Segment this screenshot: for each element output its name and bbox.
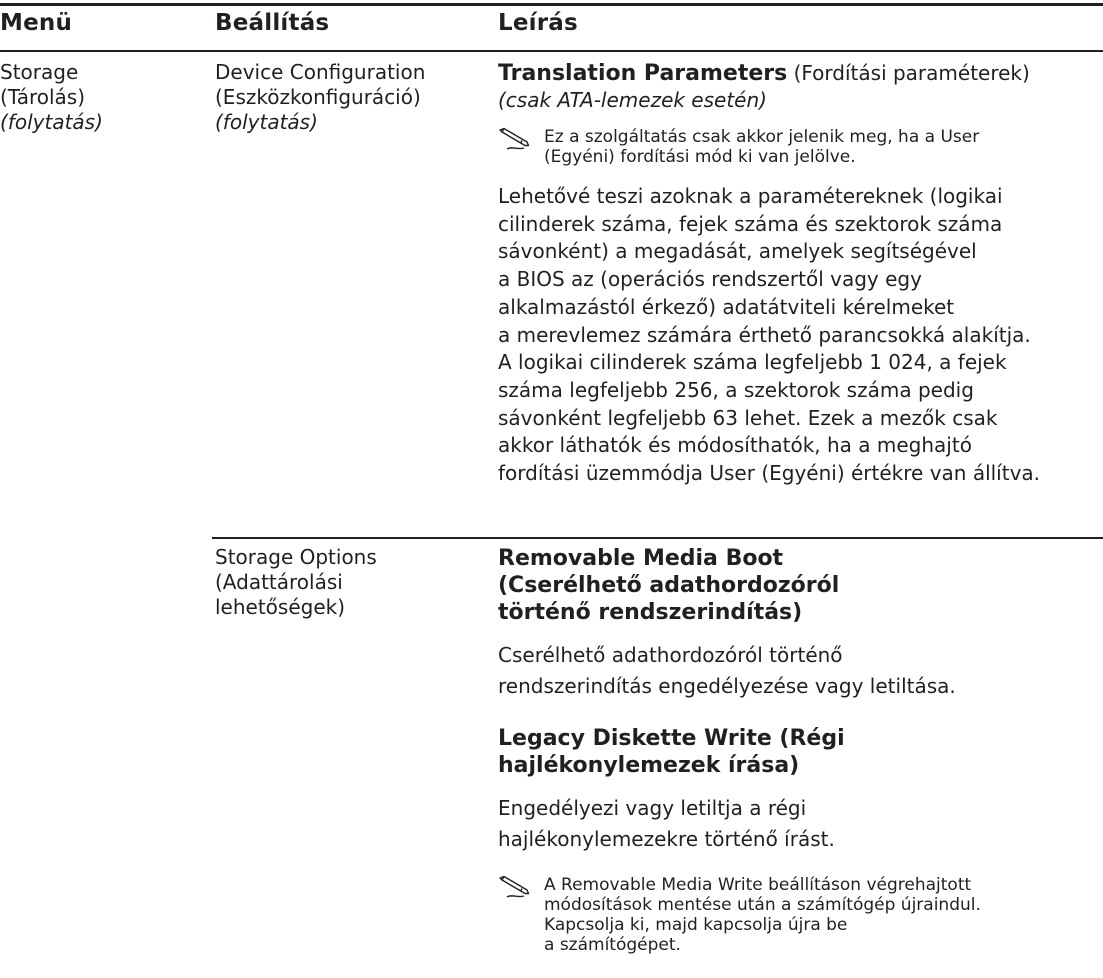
title-line: történő rendszerindítás) bbox=[498, 600, 803, 625]
menu-continued: (folytatás) bbox=[0, 110, 103, 134]
row-separator bbox=[212, 537, 1103, 539]
body-line: sávonként) a megadását, amelyek segítségével bbox=[498, 239, 977, 264]
body-line: cilinderek száma, fejek száma és szektorok száma bbox=[498, 211, 1003, 236]
header-top-rule bbox=[0, 3, 1103, 6]
setting-line: lehetőségek) bbox=[215, 595, 346, 619]
header-setting: Beállítás bbox=[215, 10, 330, 36]
note-line: Ez a szolgáltatás csak akkor jelenik meg, ha a User bbox=[544, 127, 980, 147]
pencil-note-icon bbox=[498, 127, 532, 151]
body-line: Engedélyezi vagy letiltja a régi bbox=[498, 796, 807, 820]
translation-parameters-subheading: (Fordítási paraméterek) bbox=[787, 61, 1030, 85]
translation-parameters-heading: Translation Parameters bbox=[498, 61, 788, 86]
removable-media-boot-title bbox=[498, 545, 1103, 626]
title-line: (Cserélhető adathordozóról bbox=[498, 573, 840, 598]
body-line: A logikai cilinderek száma legfeljebb 1 024, a fejek bbox=[498, 350, 1007, 375]
menu-line: Storage bbox=[0, 60, 79, 84]
setting-storage-options bbox=[215, 545, 480, 620]
title-line: hajlékonylemezek írása) bbox=[498, 753, 800, 778]
setting-line: (Adattárolási bbox=[215, 570, 343, 594]
setting-line: Device Configuration bbox=[215, 60, 426, 84]
translation-note bbox=[498, 127, 1103, 173]
body-line: akkor láthatók és módosíthatók, ha a meghajtó bbox=[498, 433, 972, 458]
setting-line: Storage Options bbox=[215, 545, 377, 569]
menu-cell bbox=[0, 60, 195, 135]
header-description: Leírás bbox=[498, 10, 578, 36]
removable-media-write-note bbox=[498, 875, 1103, 975]
note-line: a számítógépet. bbox=[544, 935, 681, 955]
body-line: fordítási üzemmódja User (Egyéni) értékre van állítva. bbox=[498, 461, 1041, 486]
pencil-note-icon bbox=[498, 875, 532, 899]
legacy-diskette-write-body bbox=[498, 793, 1103, 855]
header-menu: Menü bbox=[0, 10, 73, 36]
note-line: A Removable Media Write beállításon végrehajtott bbox=[544, 875, 972, 895]
body-line: Lehetővé teszi azoknak a paramétereknek (logikai bbox=[498, 184, 1003, 208]
body-line: Cserélhető adathordozóról történő bbox=[498, 643, 843, 667]
setting-line: (Eszközkonfiguráció) bbox=[215, 85, 421, 109]
body-line: a merevlemez számára érthető parancsokká alakítja. bbox=[498, 322, 1031, 347]
body-line: hajlékonylemezekre történő írást. bbox=[498, 827, 835, 851]
title-line: Removable Media Boot bbox=[498, 546, 784, 571]
body-line: rendszerindítás engedélyezése vagy letiltása. bbox=[498, 674, 956, 698]
menu-line: (Tárolás) bbox=[0, 85, 86, 109]
title-line: Legacy Diskette Write (Régi bbox=[498, 726, 845, 751]
header-bottom-rule bbox=[0, 50, 1103, 52]
body-line: a BIOS az (operációs rendszertől vagy egy bbox=[498, 267, 922, 292]
body-line: sávonként legfeljebb 63 lehet. Ezek a mezők csak bbox=[498, 405, 998, 430]
note-line: (Egyéni) fordítási mód ki van jelölve. bbox=[544, 147, 856, 167]
ata-only-note: (csak ATA-lemezek esetén) bbox=[498, 88, 767, 112]
removable-media-boot-body bbox=[498, 640, 1103, 702]
note-line: módosítások mentése után a számítógép újraindul. bbox=[544, 895, 981, 915]
body-line: száma legfeljebb 256, a szektorok száma pedig bbox=[498, 377, 974, 402]
translation-parameters-body bbox=[498, 183, 1103, 488]
note-line: Kapcsolja ki, majd kapcsolja újra be bbox=[544, 915, 848, 935]
body-line: alkalmazástól érkező) adatátviteli kérelmeket bbox=[498, 294, 955, 319]
translation-parameters-title bbox=[498, 60, 1103, 114]
setting-device-configuration bbox=[215, 60, 480, 135]
legacy-diskette-write-title bbox=[498, 725, 1103, 779]
setting-continued: (folytatás) bbox=[215, 110, 318, 134]
